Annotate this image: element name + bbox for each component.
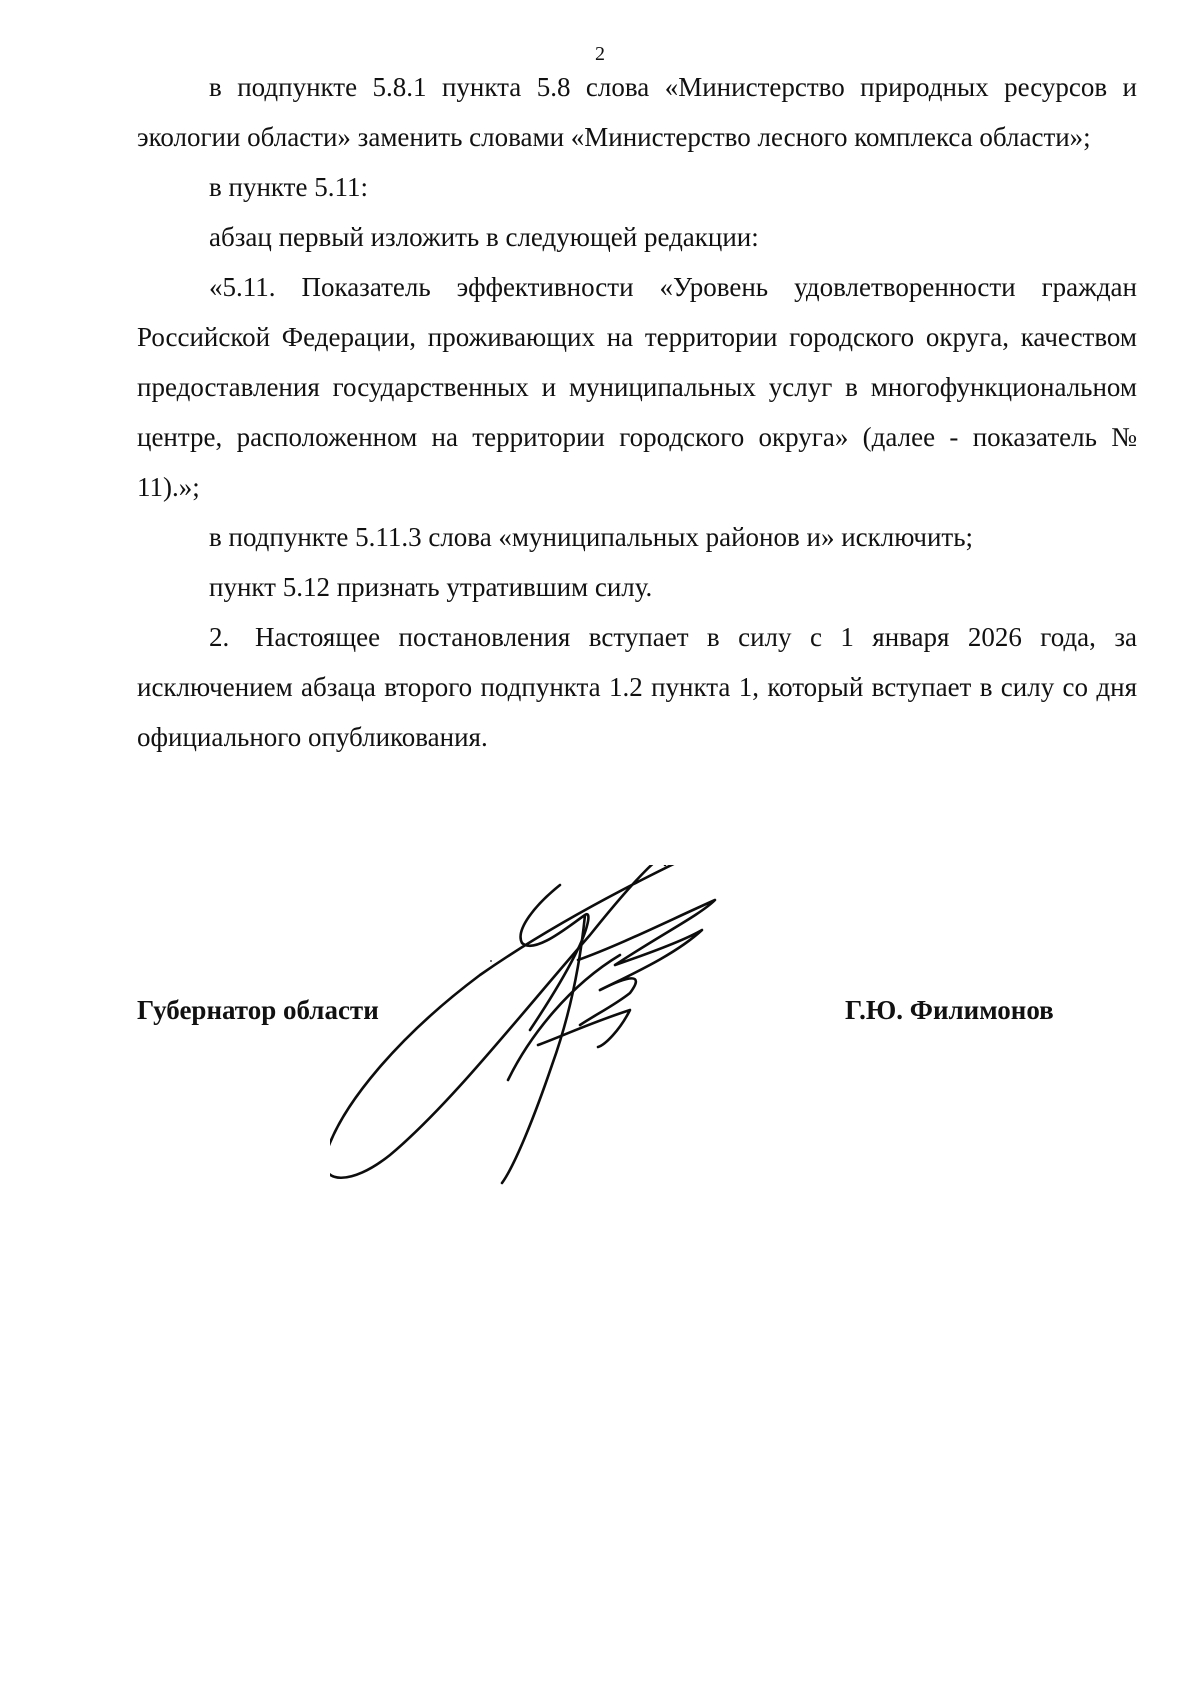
clause-2-number: 2. [209, 622, 230, 652]
paragraph-new-5-11-text: «5.11. Показатель эффективности «Уровень удовлетворенности граждан Российской Федерации, проживающих на территории городского округа, качеством предоставления государственных и муниципальных услуг в многофункциональном центре, расположенном на территории городского округа» (далее - показатель № 11).»; [137, 272, 1137, 502]
paragraph-point-5-11: в пункте 5.11: [209, 172, 368, 202]
handwritten-signature [330, 865, 890, 1245]
signatory-position: Губернатор области [137, 995, 379, 1025]
paragraph-amend-5-8-1: в подпункте 5.8.1 пункта 5.8 слова «Министерство природных ресурсов и экологии области» заменить словами «Министерство лесного комплекса области»; [137, 72, 1137, 152]
signature-block [137, 990, 1137, 1030]
clause-2-paragraph [137, 612, 1137, 762]
paragraph-first-abzac: абзац первый изложить в следующей редакции: [209, 222, 759, 252]
paragraph-repeal-5-12: пункт 5.12 признать утратившим силу. [209, 572, 653, 602]
document-body [137, 62, 1137, 762]
clause-2-text: Настоящее постановления вступает в силу с 1 января 2026 года, за исключением абзаца второго подпункта 1.2 пункта 1, который вступает в силу со дня официального опубликования. [137, 622, 1137, 752]
signatory-name: Г.Ю. Филимонов [845, 995, 1054, 1025]
paragraph-amend-5-11-3: в подпункте 5.11.3 слова «муниципальных районов и» исключить; [209, 522, 974, 552]
page-number: 2 [595, 43, 605, 65]
